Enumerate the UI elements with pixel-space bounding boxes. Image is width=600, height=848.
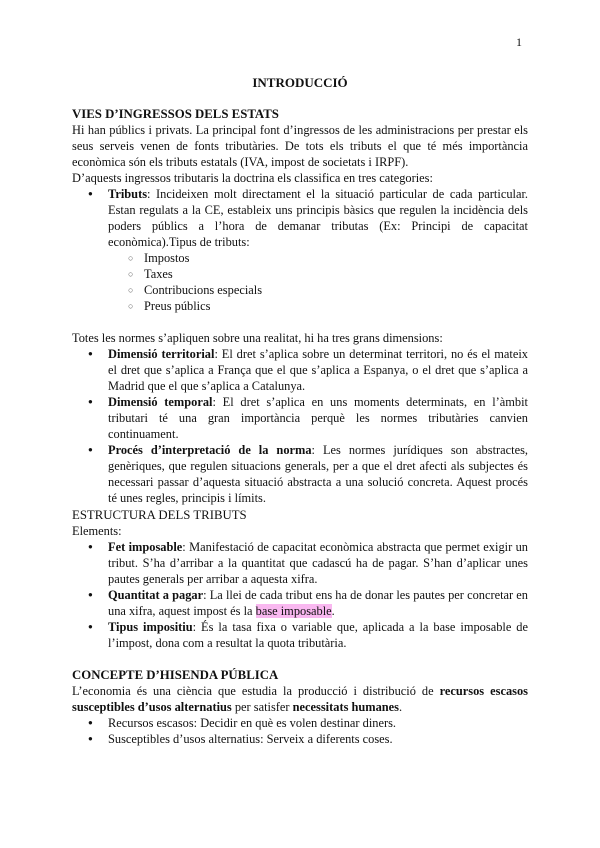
section-estructura [72, 507, 528, 651]
paragraph: Hi han públics i privats. La principal font d’ingressos de les administracions per prestar els seus serveis venen de fonts tributàries. De tots els tributs el que té més importància econòmica són els tributs estatals (IVA, impost de societats i IRPF). [72, 123, 528, 169]
term: Fet imposable [108, 540, 183, 554]
page-number: 1 [516, 35, 522, 49]
text: per satisfer [231, 700, 293, 714]
list-item: ○ Impostos [72, 250, 528, 266]
bold-text: recursos escasos susceptibles d’usos alternatius [72, 684, 528, 714]
item-text: : Incideixen molt directament el la situació particular de cada particular. Estan regulats a la CE, estableix uns principis bàsics que regulen la incidència dels poders públics a l’hora de demanar tributas (Ex: Principi de capacitat econòmica).Tipus de tributs: [108, 187, 528, 249]
item-text: : És la tasa fixa o variable que, aplicada a la base imposable de l’impost, dona com a resultat la quota tributària. [108, 620, 528, 650]
paragraph: Totes les normes s’apliquen sobre una realitat, hi ha tres grans dimensions: [72, 331, 443, 345]
list-item [72, 442, 528, 506]
text: . [399, 700, 403, 714]
list-item: ○ Contribucions especials [72, 282, 528, 298]
term: Dimensió territorial [108, 347, 215, 361]
paragraph: Elements: [72, 524, 122, 538]
list-item: ○ Taxes [72, 266, 528, 282]
item-text: : El dret s’aplica en uns moments determinats, en l’àmbit tributari té una gran importància perquè les normes tributàries canvien continuament. [108, 395, 528, 441]
paragraph [72, 683, 528, 715]
list-item: ○ Preus públics [72, 298, 528, 314]
bullet-list [72, 346, 528, 506]
bullet-list [72, 186, 528, 250]
term: Procés d’interpretació de la norma [108, 443, 312, 457]
list-item: ● Susceptibles d’usos alternatius: Serveix a diferents coses. [72, 731, 528, 747]
item-text: : El dret s’aplica sobre un determinat territori, no és el mateix el dret que s’aplica a França que el que s’aplica a Espanya, o el dret que s’aplica a Madrid que el que s’aplica a Catalunya. [108, 347, 529, 393]
highlighted-text: base imposable [255, 604, 332, 618]
bullet-list [72, 539, 528, 651]
section-hisenda-publica [72, 667, 528, 747]
bullet-list [72, 715, 528, 747]
section-heading: VIES D’INGRESSOS DELS ESTATS [72, 107, 279, 121]
list-item [72, 619, 528, 651]
term: Tipus impositiu [108, 620, 193, 634]
page-title: INTRODUCCIÓ [252, 75, 348, 90]
section-heading: CONCEPTE D’HISENDA PÚBLICA [72, 668, 279, 682]
list-item [72, 587, 528, 619]
list-item: ● Recursos escasos: Decidir en què es volen destinar diners. [72, 715, 528, 731]
list-item [72, 394, 528, 442]
item-text: . [331, 604, 335, 618]
list-item [72, 539, 528, 587]
section-vies-ingressos [72, 106, 528, 314]
item-text: : Les normes jurídiques son abstractes, genèriques, que regulen situacions generals, per a que el dret afecti als subjectes és necessari passar d’aquesta situació abstracta a una solució concreta. Aquest procés té unes regles, principis i límits. [108, 443, 529, 505]
bold-text: necessitats humanes [292, 700, 399, 714]
term: Dimensió temporal [108, 395, 213, 409]
text: L’economia és una ciència que estudia la producció i distribució de [72, 684, 440, 698]
sub-list [72, 250, 528, 314]
section-dimensions [72, 330, 528, 506]
list-item [72, 346, 528, 394]
item-text: : La llei de cada tribut ens ha de donar les pautes per concretar en una xifra, aquest impost és la [108, 588, 529, 618]
paragraph: D’aquests ingressos tributaris la doctrina els classifica en tres categories: [72, 171, 433, 185]
list-item [72, 186, 528, 250]
section-heading: ESTRUCTURA DELS TRIBUTS [72, 508, 247, 522]
term: Tributs [108, 187, 148, 201]
term: Quantitat a pagar [108, 588, 204, 602]
item-text: : Manifestació de capacitat econòmica abstracta que permet exigir un tribut. S’ha d’arribar a la quantitat que cadascú ha de pagar. S’han d’aplicar unes pautes generals per arribar a aquesta xifra. [108, 540, 528, 586]
